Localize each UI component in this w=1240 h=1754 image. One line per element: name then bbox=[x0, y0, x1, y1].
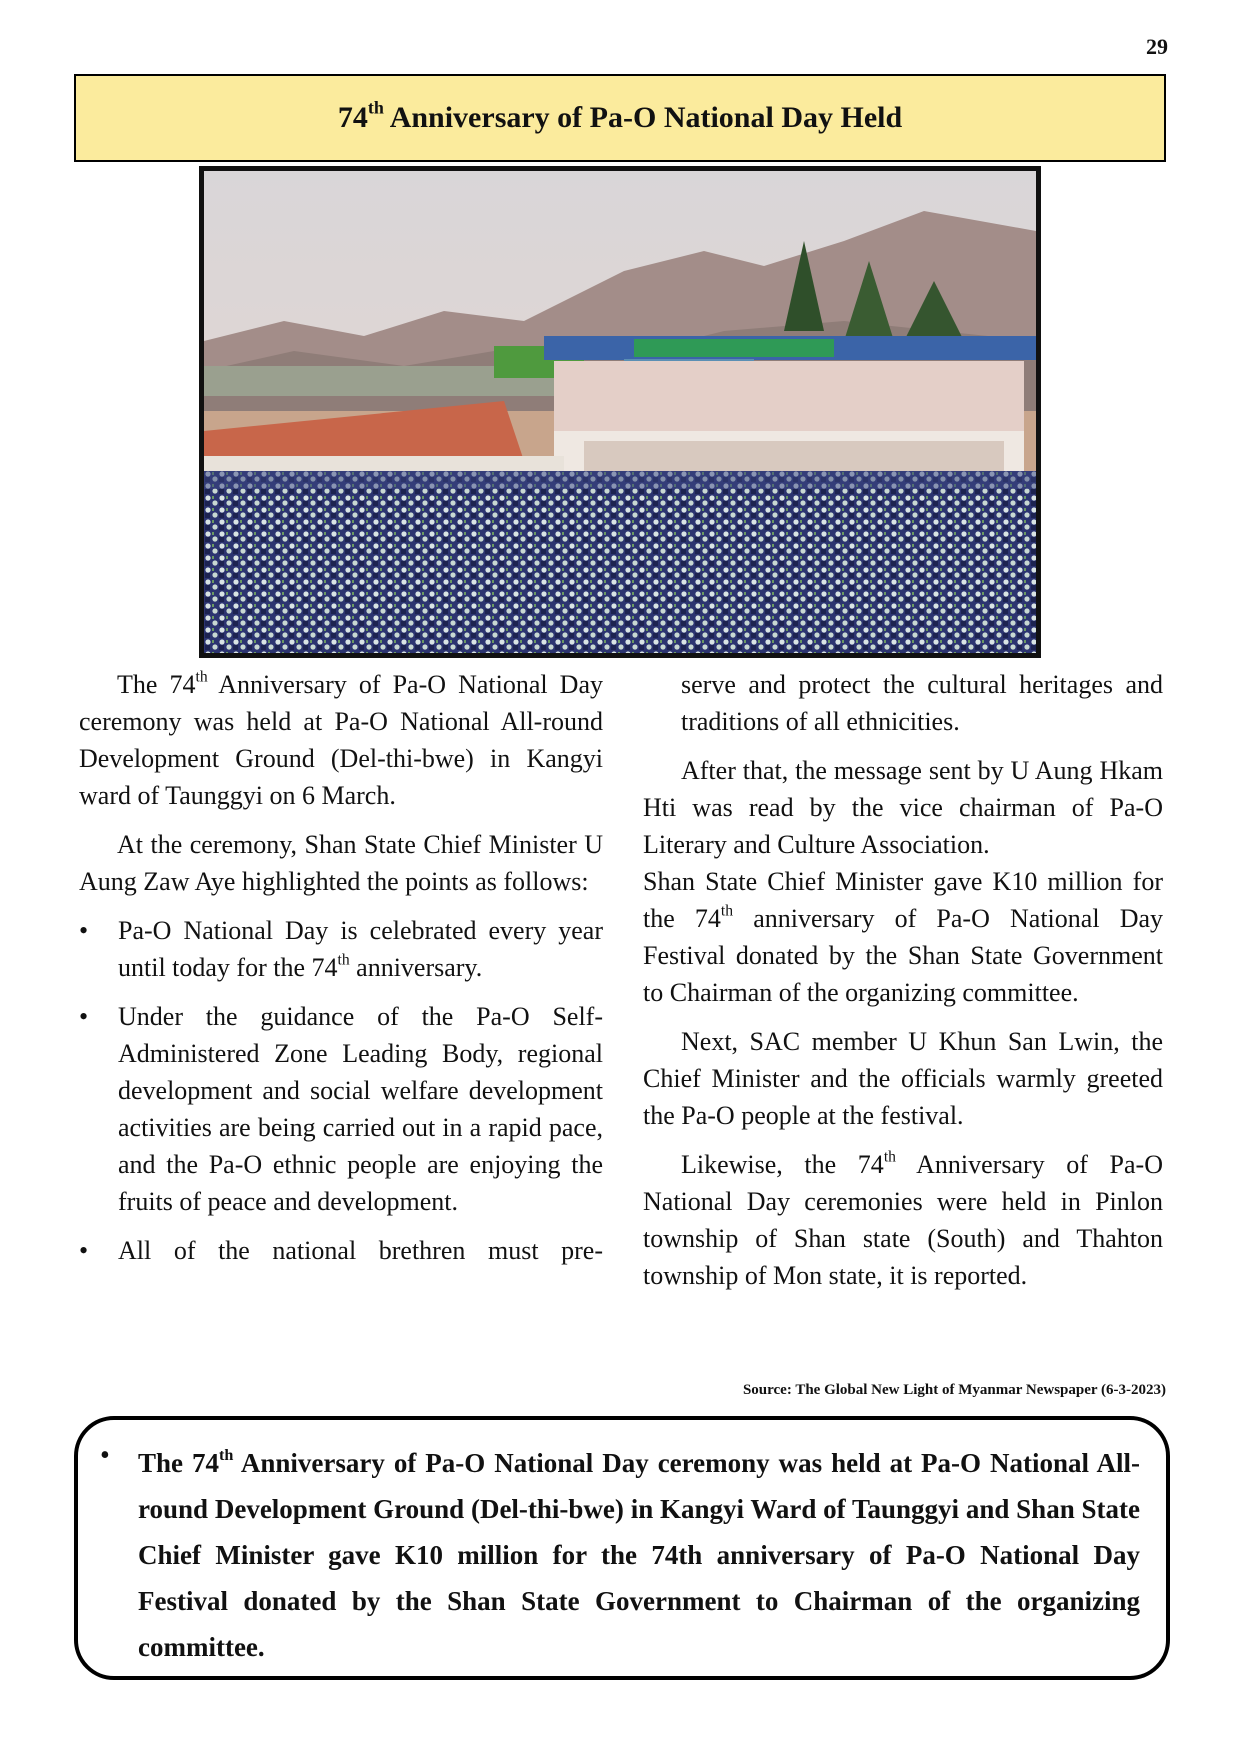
paragraph: At the ceremony, Shan State Chief Minister U Aung Zaw Aye highlighted the points as follows: bbox=[79, 830, 603, 896]
page-number: 29 bbox=[1146, 34, 1168, 59]
page-title: 74th Anniversary of Pa-O National Day Held bbox=[337, 97, 903, 134]
bullet-list bbox=[79, 912, 603, 1269]
list-item: • Pa-O National Day is celebrated every year until today for the 74th anniversary. bbox=[79, 912, 603, 986]
title-banner bbox=[74, 74, 1166, 162]
list-item: • Under the guidance of the Pa-O Self-Administered Zone Leading Body, regional development and social welfare development activities are being carried out in a rapid pace, and the Pa-O ethnic people are enjoying the fruits of peace and development. bbox=[79, 998, 603, 1220]
ceremony-illustration bbox=[204, 171, 1036, 653]
summary-text: The 74th Anniversary of Pa-O National Day ceremony was held at Pa-O National All-round Development Ground (Del-thi-bwe) in Kangyi Ward of Taunggyi and Shan State Chief Minister gave K10 million for the 74th anniversary of Pa-O National Day Festival donated by the Shan State Government to Chairman of the organizing committee. bbox=[138, 1445, 1140, 1662]
paragraph: The 74th Anniversary of Pa-O National Day ceremony was held at Pa-O National All-round Development Ground (Del-thi-bwe) in Kangyi ward of Taunggyi on 6 March. bbox=[79, 668, 603, 810]
source-citation: Source: The Global New Light of Myanmar Newspaper (6-3-2023) bbox=[742, 1382, 1166, 1398]
bullet-icon: • bbox=[100, 1440, 110, 1471]
bullet-icon: • bbox=[79, 1236, 89, 1265]
bullet-icon: • bbox=[79, 916, 89, 945]
paragraph: Next, SAC member U Khun San Lwin, the Chief Minister and the officials warmly greeted the Pa-O people at the festival. bbox=[643, 1027, 1163, 1130]
paragraph: After that, the message sent by U Aung Hkam Hti was read by the vice chairman of Pa-O Literary and Culture Association. bbox=[643, 756, 1163, 859]
left-column bbox=[79, 666, 603, 1281]
paragraph: Likewise, the 74th Anniversary of Pa-O National Day ceremonies were held in Pinlon township of Shan state (South) and Thahton township of Mon state, it is reported. bbox=[643, 1148, 1163, 1290]
paragraph: Shan State Chief Minister gave K10 million for the 74th anniversary of Pa-O National Day Festival donated by the Shan State Government to Chairman of the organizing committee. bbox=[643, 867, 1164, 1007]
list-item: • All of the national brethren must pre- bbox=[79, 1232, 603, 1269]
right-column bbox=[643, 666, 1163, 1306]
summary-box bbox=[74, 1416, 1170, 1680]
ceremony-photo bbox=[199, 166, 1041, 658]
paragraph: serve and protect the cultural heritages and traditions of all ethnicities. bbox=[681, 670, 1163, 736]
bullet-icon: • bbox=[79, 1002, 89, 1031]
